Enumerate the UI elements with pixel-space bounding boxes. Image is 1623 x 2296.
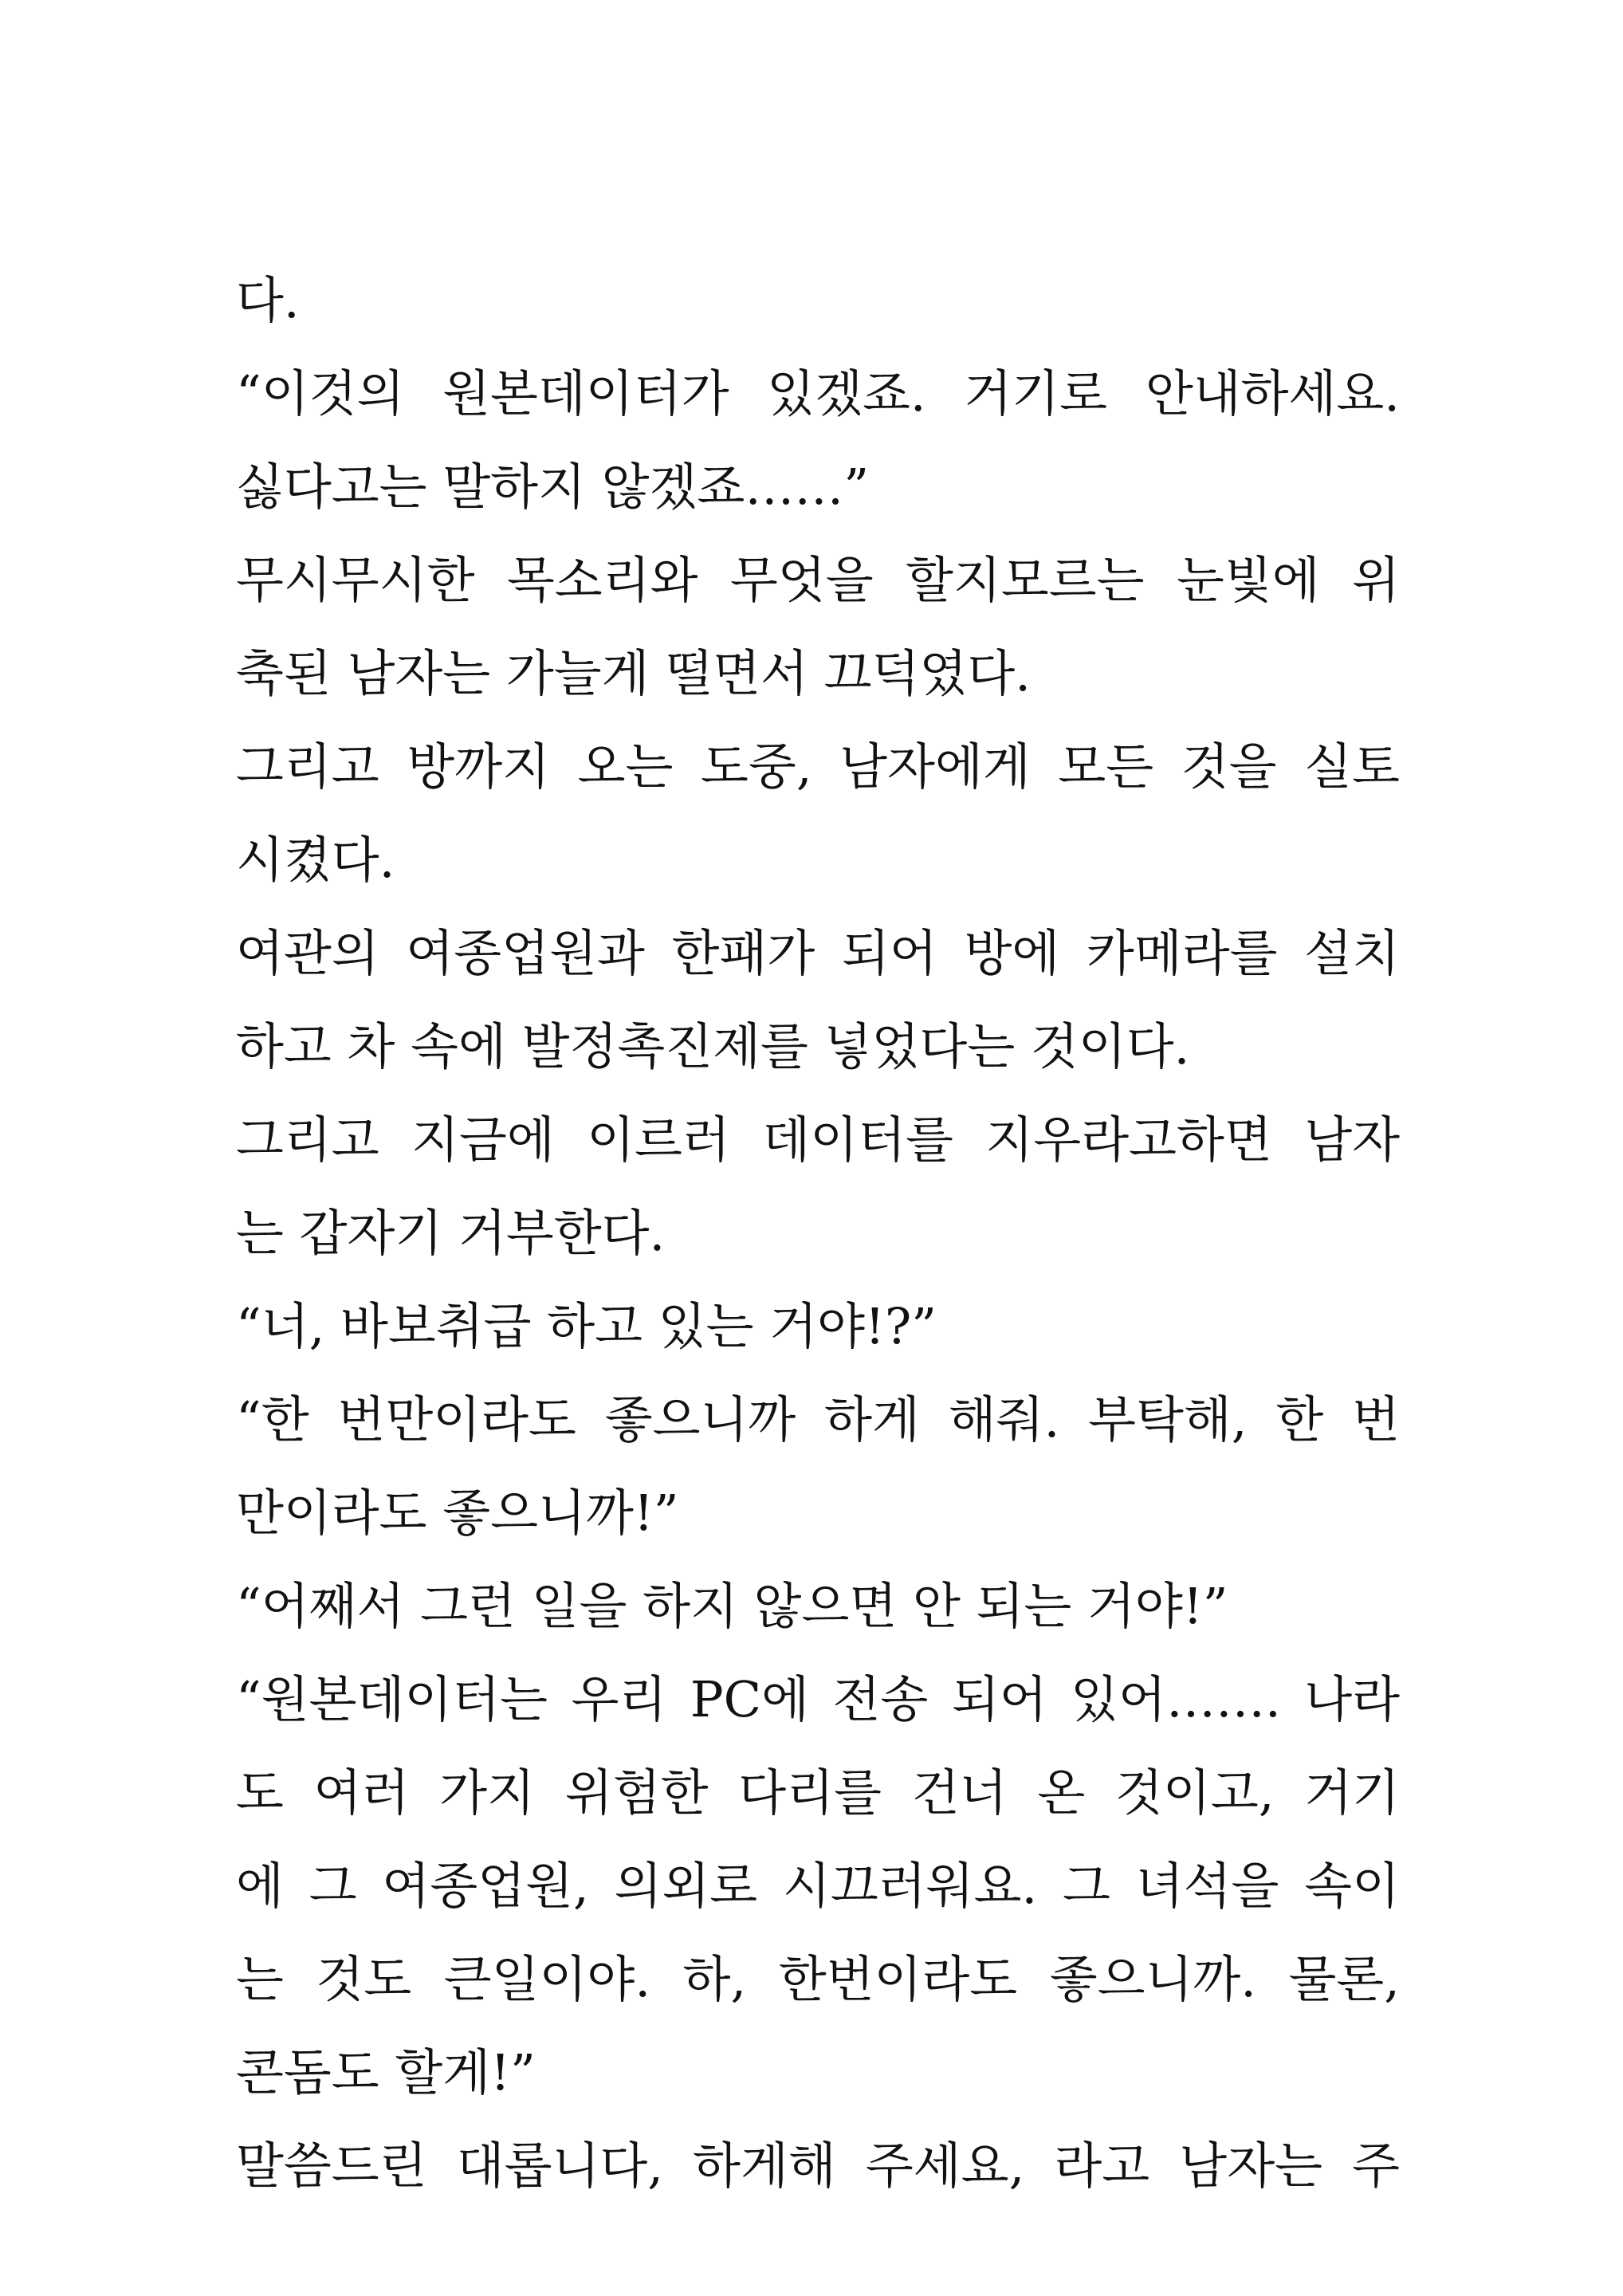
text-line: 콘돔도 할게!” (236, 2043, 536, 2101)
text-line: 하고 차 속에 발정촉진제를 넣었다는 것이다. (236, 1017, 1190, 1075)
text-line: 싫다고는 말하지 않겠죠……” (236, 458, 870, 516)
text-line: 만이라도 좋으니까!” (236, 1484, 679, 1542)
text-line: “너, 바보취급 하고 있는 거야!?” (236, 1297, 937, 1355)
text-line: 그리고 지금에 이르러 데이터를 지우라고하면 남자 (236, 1111, 1400, 1169)
text-line: 시켰다. (236, 831, 395, 889)
text-line: “어째서 그런 일을 하지 않으면 안 되는 거야!” (236, 1577, 1228, 1635)
text-line: 도 여러 가지 위험한 다리를 건너 온 것이고, 거기 (236, 1763, 1400, 1822)
text-line: 말씀드린 대롭니다, 하게해 주세요, 라고 남자는 주 (236, 2137, 1400, 2195)
text-line: 다. (236, 271, 300, 329)
text-line: 무시무시한 목소리와 무엇을 할지모르는 눈빛에 위 (236, 551, 1400, 609)
body-text (236, 254, 1400, 2212)
text-line: 여관의 여종업원과 한패가 되어 방에 카메라를 설치 (236, 924, 1400, 982)
text-line: 에 그 여종업원, 의외로 시끄러워요. 그 녀석을 속이 (236, 1857, 1400, 1915)
text-line: “원본데이터는 우리 PC에 전송 되어 있어……. 나라 (236, 1670, 1400, 1728)
text-line: 는 갑자기 거부한다. (236, 1204, 666, 1262)
text-line: 는 것도 큰일이야. 하, 한번이라도 좋으니까. 물론, (236, 1950, 1400, 2008)
text-line: “이것의 원본데이터가 있겠죠. 거기로 안내하세요. (236, 364, 1400, 423)
text-line: “한 번만이라도 좋으니까 하게 해줘. 부탁해, 한 번 (236, 1390, 1400, 1449)
text-line: 축된 남자는 가늘게 떨면서 끄덕였다. (236, 644, 1031, 702)
text-line: 그리고 방까지 오는 도중, 남자에게 모든 것을 실토 (236, 737, 1400, 796)
